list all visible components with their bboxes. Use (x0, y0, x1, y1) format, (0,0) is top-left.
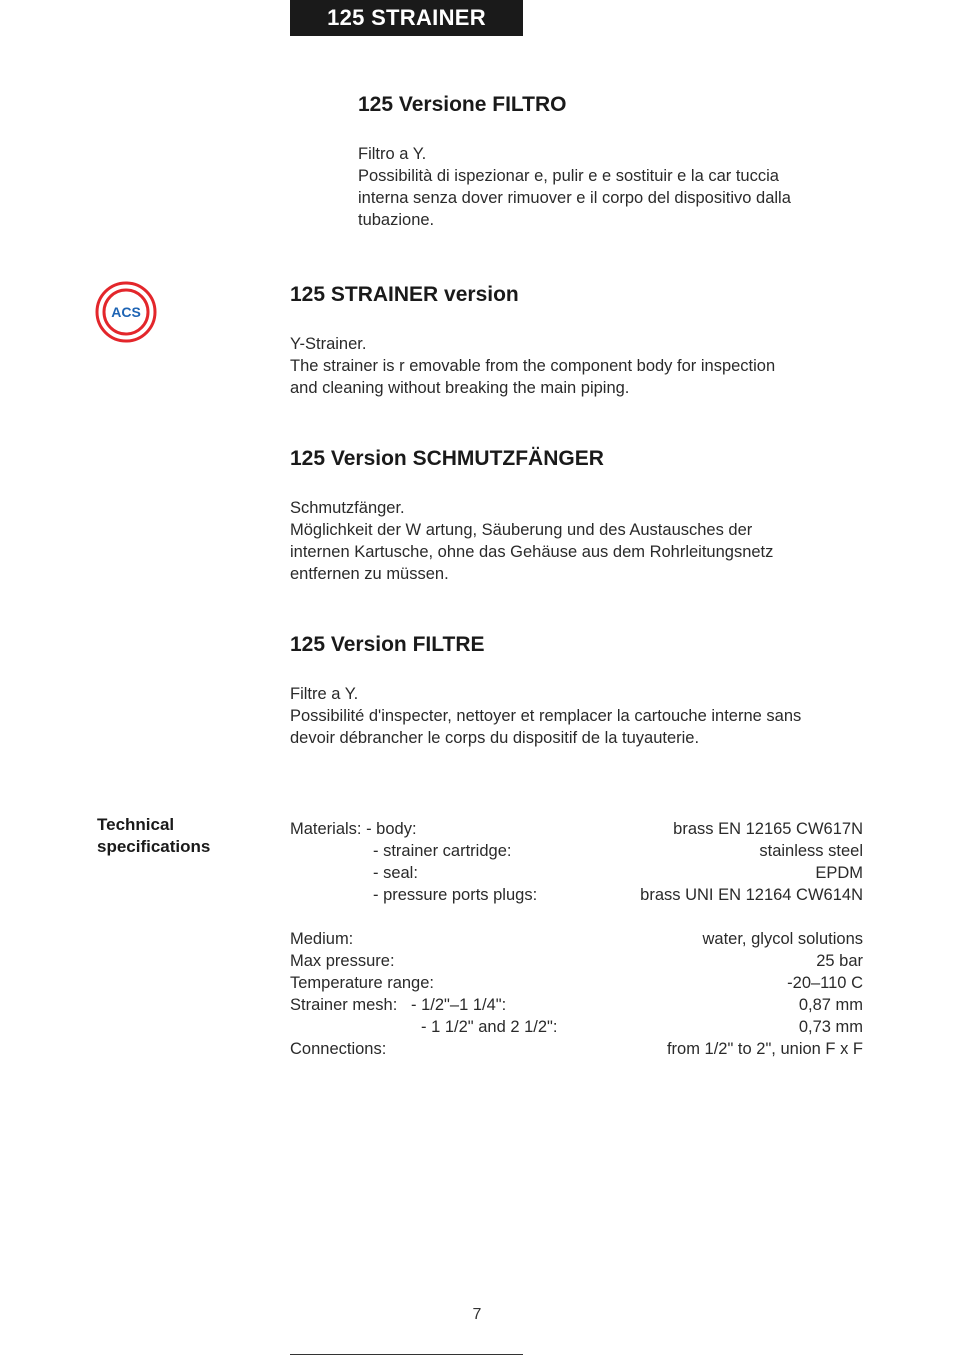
spec-row (290, 818, 863, 840)
text-line: entfernen zu müssen. (290, 565, 449, 583)
text-line: Possibilité d'inspecter, nettoyer et remplacer la cartouche interne sans (290, 707, 802, 725)
tech-specs-heading (97, 814, 267, 858)
text-line: internen Kartusche, ohne das Gehäuse aus dem Rohrleitungsnetz (290, 543, 774, 561)
text-line: The strainer is r emovable from the component body for inspection (290, 357, 776, 375)
spec-row (290, 1038, 863, 1060)
spec-row (290, 994, 863, 1016)
section-german (290, 447, 865, 585)
spec-row (290, 884, 863, 906)
spec-row (290, 840, 863, 862)
section-body-english (290, 333, 865, 399)
spec-label: Connections: (290, 1040, 387, 1058)
page-number: 7 (472, 1306, 482, 1323)
spec-value: stainless steel (759, 842, 863, 860)
spec-row (290, 1016, 863, 1038)
text-line: Schmutzfänger. (290, 499, 405, 517)
spec-label: Materials: - body: (290, 820, 417, 838)
section-title-italian: 125 Versione FILTRO (358, 93, 567, 116)
section-body-french (290, 683, 865, 749)
section-english (290, 283, 865, 399)
spec-label: - strainer cartridge: (373, 842, 512, 860)
spec-value: -20–110 C (787, 974, 863, 992)
spec-label: Strainer mesh: - 1/2"–1 1/4": (290, 996, 507, 1014)
spec-value: brass UNI EN 12164 CW614N (640, 886, 863, 904)
spec-label: Max pressure: (290, 952, 395, 970)
spec-row (290, 862, 863, 884)
text-line: devoir débrancher le corps du dispositif de la tuyauterie. (290, 729, 700, 747)
spec-row (290, 972, 863, 994)
tech-title-line: Technical (97, 815, 175, 834)
spec-row (290, 950, 863, 972)
tech-title-line: specifications (97, 837, 211, 856)
spec-table (290, 818, 863, 1060)
section-title-english: 125 STRAINER version (290, 283, 519, 306)
text-line: Possibilità di ispezionar e, pulir e e sostituir e la car tuccia (358, 167, 779, 185)
section-italian (358, 93, 868, 231)
text-line: Möglichkeit der W artung, Säuberung und des Austausches der (290, 521, 753, 539)
spec-label: - 1 1/2" and 2 1/2": (421, 1018, 558, 1036)
spec-value: 0,87 mm (798, 996, 863, 1014)
text-line: Y-Strainer. (290, 335, 367, 353)
acs-logo-icon (95, 281, 157, 343)
spec-label: Temperature range: (290, 974, 434, 992)
section-title-german: 125 Version SCHMUTZFÄNGER (290, 447, 604, 470)
section-french (290, 633, 865, 749)
section-title-french: 125 Version FILTRE (290, 633, 485, 656)
text-line: interna senza dover rimuover e il corpo del dispositivo dalla (358, 189, 791, 207)
spec-value: 25 bar (816, 952, 863, 970)
spec-label: - pressure ports plugs: (373, 886, 538, 904)
spec-value: water, glycol solutions (702, 930, 863, 948)
spec-value: from 1/2" to 2", union F x F (666, 1040, 863, 1058)
spec-value: 0,73 mm (798, 1018, 863, 1036)
text-line: Filtro a Y. (358, 145, 427, 163)
text-line: and cleaning without breaking the main piping. (290, 379, 630, 397)
spec-label: Medium: (290, 930, 354, 948)
text-line: tubazione. (358, 211, 435, 229)
spec-value: EPDM (815, 864, 863, 882)
acs-logo-text: ACS (111, 304, 141, 320)
section-body-italian (358, 143, 868, 231)
text-line: Filtre a Y. (290, 685, 359, 703)
spec-label: - seal: (373, 864, 418, 882)
spec-row (290, 928, 863, 950)
spec-value: brass EN 12165 CW617N (673, 820, 863, 838)
header-title: 125 STRAINER (290, 0, 523, 36)
section-body-german (290, 497, 865, 585)
